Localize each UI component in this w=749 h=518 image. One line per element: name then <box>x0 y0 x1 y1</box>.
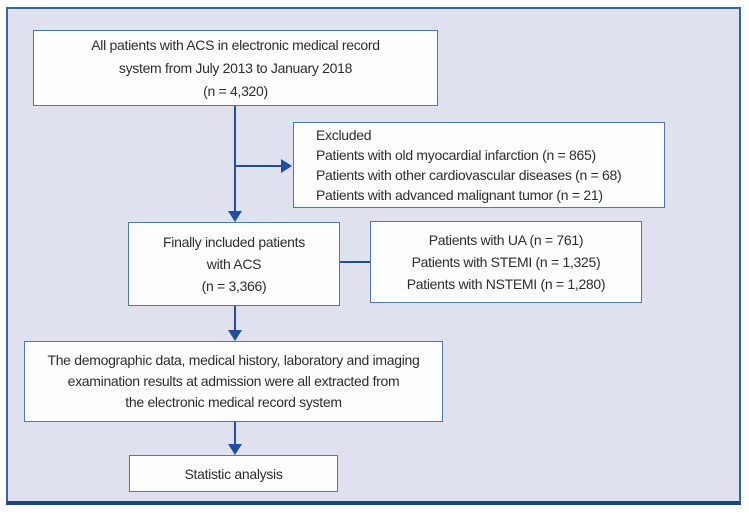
branch-line-to-excluded <box>234 165 282 167</box>
box-acs-subtypes-line: Patients with STEMI (n = 1,325) <box>411 254 601 270</box>
box-excluded-line: Patients with old myocardial infarction (n = 865) <box>316 147 596 163</box>
arrowhead-right-excluded-icon <box>281 159 292 173</box>
box-all-patients-line: system from July 2013 to January 2018 <box>118 59 353 76</box>
arrowhead-down-included-icon <box>228 211 242 222</box>
box-acs-subtypes-line: Patients with NSTEMI (n = 1,280) <box>406 276 606 292</box>
arrowhead-down-extraction-icon <box>228 330 242 341</box>
box-all-patients <box>33 30 438 106</box>
box-all-patients-line: (n = 4,320) <box>203 82 268 99</box>
box-data-extraction <box>24 341 443 422</box>
box-finally-included-line: (n = 3,366) <box>201 278 267 294</box>
arrow-line-extraction-to-analysis <box>234 422 236 445</box>
arrow-line-included-to-extraction <box>234 306 236 331</box>
box-data-extraction-line: The demographic data, medical history, laboratory and imaging <box>47 352 420 368</box>
arrowhead-down-analysis-icon <box>228 444 242 455</box>
box-acs-subtypes <box>370 221 642 303</box>
arrow-line-all-to-included <box>234 106 236 212</box>
box-all-patients-line: All patients with ACS in electronic medical record <box>91 36 380 53</box>
box-excluded <box>293 122 665 208</box>
box-data-extraction-line: the electronic medical record system <box>125 394 342 410</box>
box-statistic-analysis <box>129 455 338 492</box>
box-finally-included-line: Finally included patients <box>163 234 305 250</box>
box-excluded-title: Excluded <box>316 127 372 143</box>
box-data-extraction-line: examination results at admission were all extracted from <box>67 373 400 389</box>
connector-line-included-to-subtypes <box>339 261 370 263</box>
box-finally-included <box>128 222 340 306</box>
box-statistic-analysis-label: Statistic analysis <box>184 465 283 482</box>
box-excluded-line: Patients with advanced malignant tumor (n = 21) <box>316 187 603 203</box>
box-finally-included-line: with ACS <box>206 256 262 272</box>
box-excluded-line: Patients with other cardiovascular diseases (n = 68) <box>316 167 622 183</box>
box-acs-subtypes-line: Patients with UA (n = 761) <box>428 232 584 248</box>
